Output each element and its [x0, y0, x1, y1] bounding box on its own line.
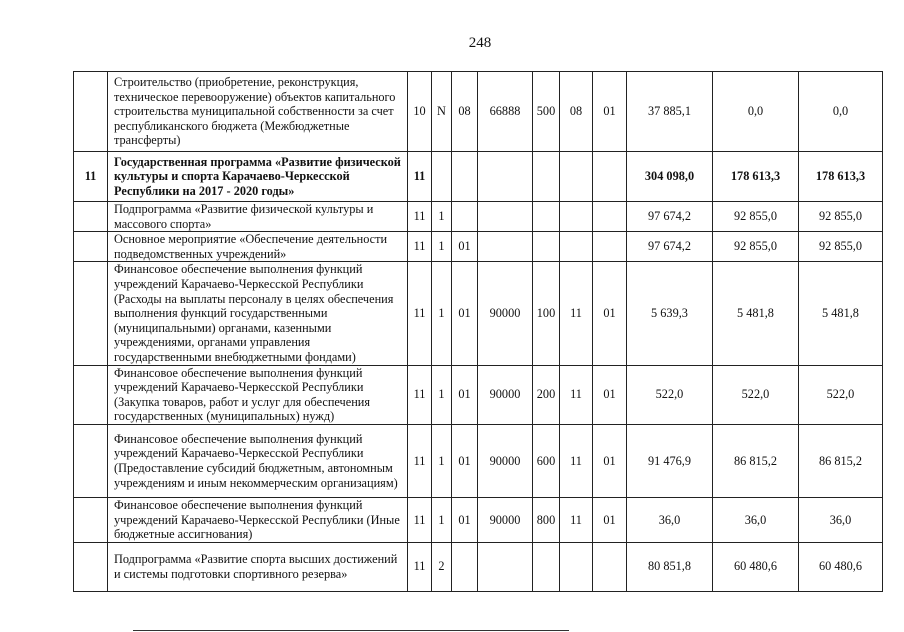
cell-code-section: 10 [408, 72, 432, 152]
cell-code-part [560, 232, 593, 262]
cell-code-target [478, 542, 533, 591]
cell-code-subpart: 01 [593, 72, 627, 152]
cell-amount-year-3: 86 815,2 [799, 424, 883, 497]
table-row [74, 202, 883, 232]
footer-rule [133, 630, 569, 631]
cell-code-subpart [593, 542, 627, 591]
cell-amount-year-1: 97 674,2 [627, 232, 713, 262]
cell-code-section: 11 [408, 262, 432, 365]
cell-code-part [560, 542, 593, 591]
cell-amount-year-2: 60 480,6 [713, 542, 799, 591]
cell-description: Подпрограмма «Развитие физической культуры и массового спорта» [108, 202, 408, 232]
cell-description: Финансовое обеспечение выполнения функций учреждений Карачаево-Черкесской Республики (Предоставление субсидий бюджетным, автономным учреждениям и иным некоммерческим организациям) [108, 424, 408, 497]
cell-code-section: 11 [408, 424, 432, 497]
cell-amount-year-1: 522,0 [627, 365, 713, 424]
cell-row-number [74, 497, 108, 542]
cell-code-part [560, 202, 593, 232]
cell-row-number [74, 72, 108, 152]
cell-amount-year-1: 91 476,9 [627, 424, 713, 497]
cell-code-letter: 1 [432, 497, 452, 542]
cell-amount-year-3: 0,0 [799, 72, 883, 152]
budget-table [73, 71, 883, 592]
cell-code-target: 90000 [478, 262, 533, 365]
cell-code-subsection: 01 [452, 232, 478, 262]
cell-description: Строительство (приобретение, реконструкция, техническое перевооружение) объектов капитального строительства муниципальной собственности за счет республиканского бюджета (Межбюджетные трансферты) [108, 72, 408, 152]
cell-code-subsection [452, 152, 478, 202]
cell-code-subsection: 01 [452, 424, 478, 497]
cell-amount-year-1: 304 098,0 [627, 152, 713, 202]
cell-amount-year-3: 92 855,0 [799, 202, 883, 232]
cell-amount-year-2: 0,0 [713, 72, 799, 152]
table-row [74, 152, 883, 202]
cell-amount-year-2: 522,0 [713, 365, 799, 424]
cell-code-expense-type [533, 232, 560, 262]
cell-description: Финансовое обеспечение выполнения функций учреждений Карачаево-Черкесской Республики (Иные бюджетные ассигнования) [108, 497, 408, 542]
cell-code-letter: N [432, 72, 452, 152]
cell-row-number [74, 232, 108, 262]
cell-code-target: 90000 [478, 497, 533, 542]
cell-amount-year-2: 178 613,3 [713, 152, 799, 202]
cell-amount-year-2: 86 815,2 [713, 424, 799, 497]
cell-code-part [560, 152, 593, 202]
cell-row-number [74, 365, 108, 424]
cell-amount-year-3: 522,0 [799, 365, 883, 424]
cell-code-subsection: 08 [452, 72, 478, 152]
cell-code-subsection: 01 [452, 262, 478, 365]
cell-code-subsection: 01 [452, 497, 478, 542]
cell-code-section: 11 [408, 202, 432, 232]
cell-code-target [478, 152, 533, 202]
cell-description: Государственная программа «Развитие физической культуры и спорта Карачаево-Черкесской Республики на 2017 - 2020 годы» [108, 152, 408, 202]
cell-code-section: 11 [408, 232, 432, 262]
cell-amount-year-3: 60 480,6 [799, 542, 883, 591]
table-row [74, 262, 883, 365]
cell-code-expense-type: 100 [533, 262, 560, 365]
cell-code-part: 11 [560, 365, 593, 424]
cell-row-number [74, 202, 108, 232]
cell-code-expense-type: 800 [533, 497, 560, 542]
cell-row-number [74, 542, 108, 591]
cell-code-section: 11 [408, 542, 432, 591]
cell-code-target [478, 232, 533, 262]
cell-code-subpart [593, 202, 627, 232]
table-row [74, 232, 883, 262]
cell-amount-year-3: 5 481,8 [799, 262, 883, 365]
cell-code-subsection: 01 [452, 365, 478, 424]
cell-code-subpart: 01 [593, 365, 627, 424]
cell-code-expense-type: 600 [533, 424, 560, 497]
cell-code-letter: 1 [432, 202, 452, 232]
cell-code-part: 11 [560, 497, 593, 542]
cell-code-part: 08 [560, 72, 593, 152]
cell-code-target [478, 202, 533, 232]
cell-code-subpart [593, 232, 627, 262]
cell-description: Подпрограмма «Развитие спорта высших достижений и системы подготовки спортивного резерва» [108, 542, 408, 591]
cell-description: Финансовое обеспечение выполнения функций учреждений Карачаево-Черкесской Республики (Расходы на выплаты персоналу в целях обеспечения выполнения функций государственными (муниципальными) органами, казенными учреждениями, органами управления государственными внебюджетными фондами) [108, 262, 408, 365]
cell-amount-year-2: 92 855,0 [713, 232, 799, 262]
cell-code-expense-type: 500 [533, 72, 560, 152]
cell-amount-year-3: 178 613,3 [799, 152, 883, 202]
cell-code-target: 90000 [478, 424, 533, 497]
cell-amount-year-3: 92 855,0 [799, 232, 883, 262]
cell-description: Финансовое обеспечение выполнения функций учреждений Карачаево-Черкесской Республики (Закупка товаров, работ и услуг для обеспечения государственных (муниципальных) нужд) [108, 365, 408, 424]
cell-code-subpart: 01 [593, 424, 627, 497]
cell-code-expense-type [533, 202, 560, 232]
cell-code-section: 11 [408, 152, 432, 202]
cell-code-part: 11 [560, 262, 593, 365]
cell-code-target: 66888 [478, 72, 533, 152]
page-number: 248 [468, 35, 492, 51]
cell-amount-year-1: 97 674,2 [627, 202, 713, 232]
cell-row-number: 11 [74, 152, 108, 202]
cell-amount-year-1: 36,0 [627, 497, 713, 542]
table-row [74, 542, 883, 591]
cell-code-letter: 2 [432, 542, 452, 591]
cell-code-letter: 1 [432, 424, 452, 497]
table-row [74, 424, 883, 497]
cell-code-expense-type [533, 542, 560, 591]
cell-amount-year-2: 5 481,8 [713, 262, 799, 365]
cell-code-subpart: 01 [593, 497, 627, 542]
cell-code-target: 90000 [478, 365, 533, 424]
table-row [74, 72, 883, 152]
cell-code-expense-type: 200 [533, 365, 560, 424]
cell-code-letter: 1 [432, 232, 452, 262]
table-row [74, 497, 883, 542]
cell-code-subpart: 01 [593, 262, 627, 365]
cell-amount-year-1: 37 885,1 [627, 72, 713, 152]
cell-amount-year-2: 36,0 [713, 497, 799, 542]
cell-row-number [74, 424, 108, 497]
cell-code-subpart [593, 152, 627, 202]
cell-amount-year-2: 92 855,0 [713, 202, 799, 232]
cell-code-section: 11 [408, 365, 432, 424]
table-row [74, 365, 883, 424]
cell-code-part: 11 [560, 424, 593, 497]
cell-amount-year-3: 36,0 [799, 497, 883, 542]
cell-code-subsection [452, 202, 478, 232]
cell-code-subsection [452, 542, 478, 591]
cell-code-letter: 1 [432, 365, 452, 424]
cell-row-number [74, 262, 108, 365]
cell-code-letter [432, 152, 452, 202]
cell-code-section: 11 [408, 497, 432, 542]
cell-amount-year-1: 80 851,8 [627, 542, 713, 591]
cell-amount-year-1: 5 639,3 [627, 262, 713, 365]
cell-code-expense-type [533, 152, 560, 202]
cell-code-letter: 1 [432, 262, 452, 365]
cell-description: Основное мероприятие «Обеспечение деятельности подведомственных учреждений» [108, 232, 408, 262]
